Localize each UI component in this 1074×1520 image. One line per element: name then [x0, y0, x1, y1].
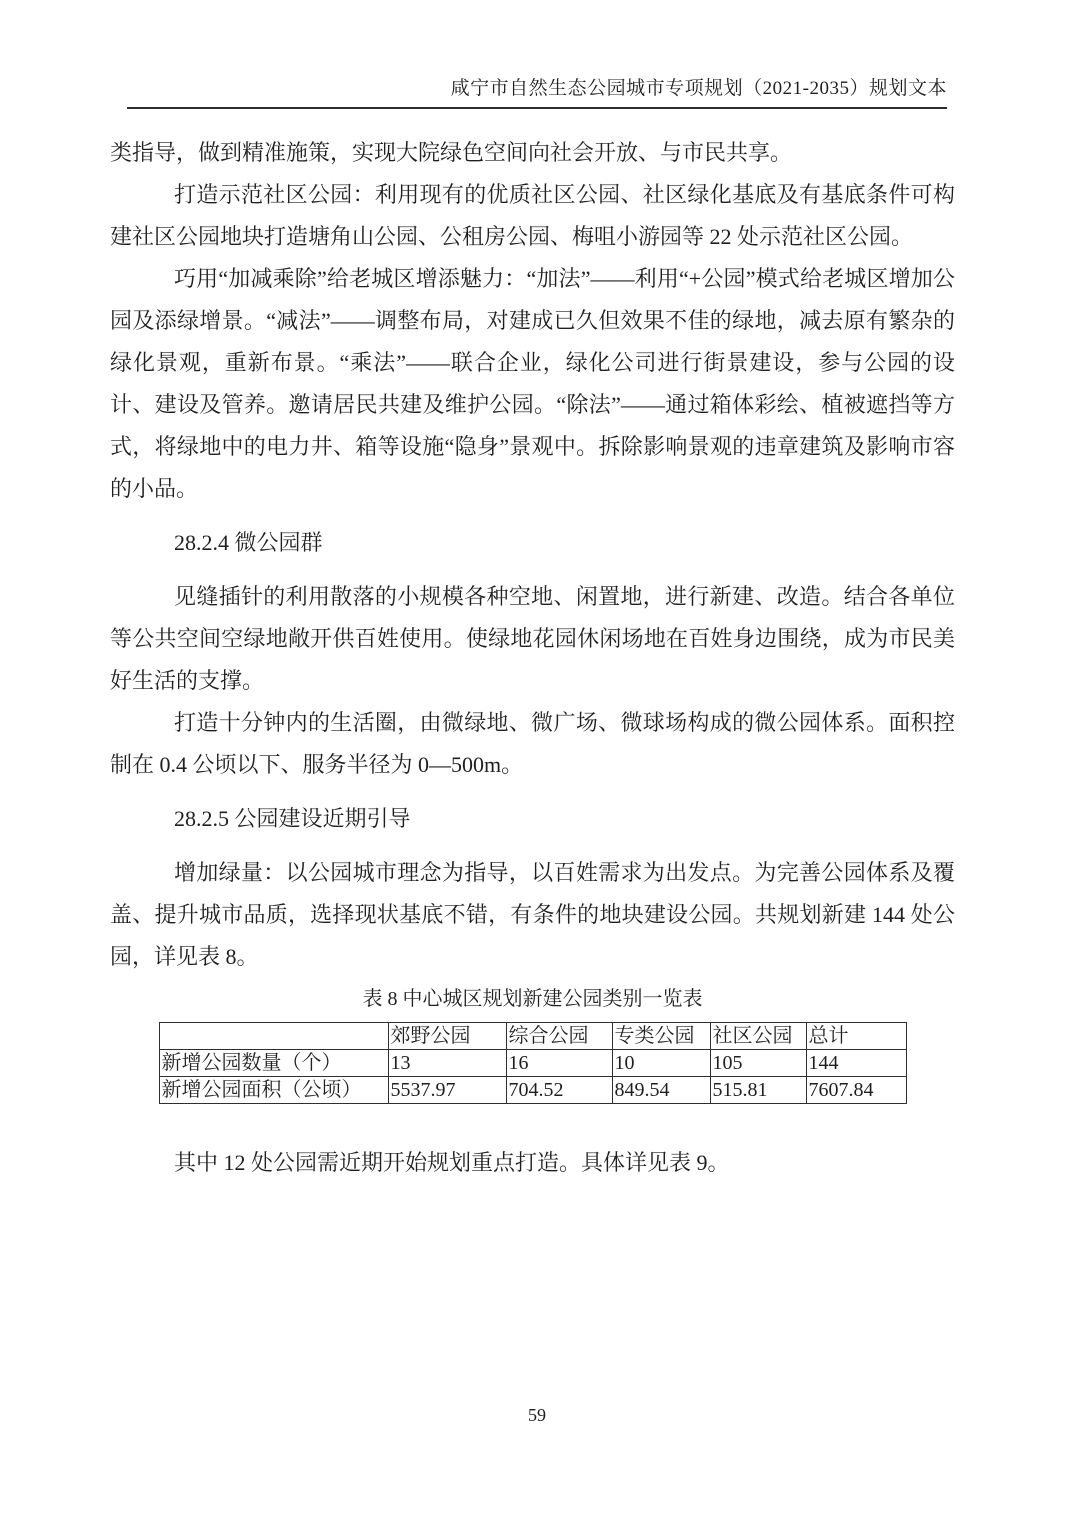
table8-header-empty: [159, 1023, 388, 1050]
paragraph-micro-park-intro: 见缝插针的利用散落的小规模各种空地、闲置地，进行新建、改造。结合各单位等公共空间空绿地敞开供百姓使用。使绿地花园休闲场地在百姓身边围绕，成为市民美好生活的支撑。: [110, 584, 955, 693]
table8-cell-count-community: 105: [710, 1050, 806, 1077]
paragraph-continuation: 类指导，做到精准施策，实现大院绿色空间向社会开放、与市民共享。: [110, 140, 793, 165]
table8-row-area-label: 新增公园面积（公顷）: [159, 1077, 388, 1104]
table8-header-comprehensive-park: 综合公园: [506, 1023, 612, 1050]
running-header: 咸宁市自然生态公园城市专项规划（2021-2035）规划文本: [127, 78, 947, 109]
table8-header-suburban-park: 郊野公园: [388, 1023, 506, 1050]
table8-header-total: 总计: [806, 1023, 906, 1050]
table8-cell-area-total: 7607.84: [806, 1077, 906, 1104]
heading-28-2-5-recent-guidance: 28.2.5 公园建设近期引导: [174, 806, 411, 831]
document-body: [110, 132, 955, 1184]
paragraph-followup-table9: 其中 12 处公园需近期开始规划重点打造。具体详见表 9。: [174, 1150, 730, 1175]
table8-cell-count-special: 10: [612, 1050, 710, 1077]
paragraph-increase-greenery: 增加绿量：以公园城市理念为指导，以百姓需求为出发点。为完善公园体系及覆盖、提升城市品质，选择现状基底不错，有条件的地块建设公园。共规划新建 144 处公园，详见表 8。: [110, 860, 955, 969]
page-footer: [0, 1403, 1074, 1427]
paragraph-demo-community-parks: 打造示范社区公园：利用现有的优质社区公园、社区绿化基底及有基底条件可构建社区公园地块打造塘角山公园、公租房公园、梅咀小游园等 22 处示范社区公园。: [110, 182, 955, 249]
paragraph-ten-minute-life-circle: 打造十分钟内的生活圈，由微绿地、微广场、微球场构成的微公园体系。面积控制在 0.4 公顷以下、服务半径为 0—500m。: [110, 710, 955, 777]
table8-new-parks: [159, 1022, 907, 1104]
table8-caption: 表 8 中心城区规划新建公园类别一览表: [362, 988, 703, 1010]
table8-cell-area-comprehensive: 704.52: [506, 1077, 612, 1104]
table8-cell-count-total: 144: [806, 1050, 906, 1077]
table8-header-community-park: 社区公园: [710, 1023, 806, 1050]
table8-row-count-label: 新增公园数量（个）: [159, 1050, 388, 1077]
table8-cell-area-suburban: 5537.97: [388, 1077, 506, 1104]
table8-row-area: [159, 1077, 906, 1104]
heading-28-2-4-micro-park-group: 28.2.4 微公园群: [174, 530, 323, 555]
paragraph-arithmetic-methods: 巧用“加减乘除”给老城区增添魅力：“加法”——利用“+公园”模式给老城区增加公园及添绿增景。“减法”——调整布局，对建成已久但效果不佳的绿地，减去原有繁杂的绿化景观，重新布景。“乘法”——联合企业，绿化公司进行街景建设，参与公园的设计、建设及管养。邀请居民共建及维护公园。“除法”——通过箱体彩绘、植被遮挡等方式，将绿地中的电力井、箱等设施“隐身”景观中。拆除影响景观的违章建筑及影响市容的小品。: [110, 266, 955, 501]
table8-cell-count-comprehensive: 16: [506, 1050, 612, 1077]
table8-header-special-park: 专类公园: [612, 1023, 710, 1050]
table8-cell-count-suburban: 13: [388, 1050, 506, 1077]
table8-cell-area-special: 849.54: [612, 1077, 710, 1104]
table8-cell-area-community: 515.81: [710, 1077, 806, 1104]
table8-header-row: [159, 1023, 906, 1050]
table8-row-count: [159, 1050, 906, 1077]
page-number: 59: [528, 1405, 546, 1425]
